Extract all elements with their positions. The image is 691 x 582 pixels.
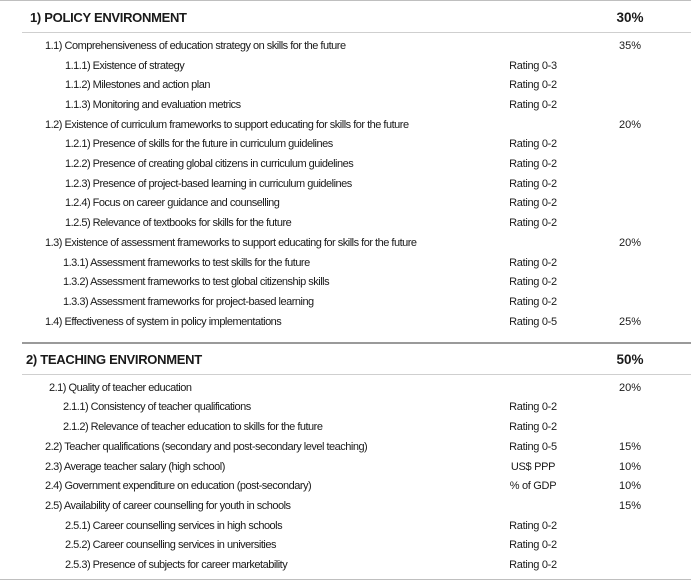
table-row bbox=[0, 233, 691, 253]
table-row bbox=[0, 437, 691, 457]
row-label: 2.5.2) Career counselling services in universities bbox=[65, 539, 276, 551]
row-metric: Rating 0-2 bbox=[509, 559, 557, 571]
table-row bbox=[0, 457, 691, 477]
table-row bbox=[0, 496, 691, 516]
table-row bbox=[0, 95, 691, 115]
table-row bbox=[0, 213, 691, 233]
section-divider bbox=[22, 32, 691, 33]
row-weight: 10% bbox=[618, 461, 642, 473]
row-metric: Rating 0-2 bbox=[509, 539, 557, 551]
row-metric: Rating 0-2 bbox=[509, 257, 557, 269]
table-row bbox=[0, 417, 691, 437]
row-label: 1.2.2) Presence of creating global citizens in curriculum guidelines bbox=[65, 158, 354, 170]
row-metric: Rating 0-2 bbox=[509, 178, 557, 190]
row-label: 1.4) Effectiveness of system in policy implementations bbox=[45, 316, 282, 328]
table-row bbox=[0, 134, 691, 154]
row-metric: US$ PPP bbox=[510, 461, 556, 473]
row-metric: Rating 0-5 bbox=[509, 316, 557, 328]
row-weight: 15% bbox=[618, 500, 642, 512]
table-row bbox=[0, 292, 691, 312]
row-metric: Rating 0-2 bbox=[509, 401, 557, 413]
row-label: 2.4) Government expenditure on education (post-secondary) bbox=[45, 480, 312, 492]
row-label: 1.1.1) Existence of strategy bbox=[65, 60, 185, 72]
row-label: 1.3.1) Assessment frameworks to test skills for the future bbox=[63, 257, 310, 269]
section-header-policy bbox=[0, 6, 691, 30]
row-label: 1.1.3) Monitoring and evaluation metrics bbox=[65, 99, 241, 111]
row-metric: Rating 0-2 bbox=[509, 99, 557, 111]
row-label: 1.1) Comprehensiveness of education strategy on skills for the future bbox=[45, 40, 346, 52]
row-label: 2.2) Teacher qualifications (secondary and post-secondary level teaching) bbox=[45, 441, 368, 453]
top-frame-line bbox=[0, 0, 691, 1]
section-title: 2) TEACHING ENVIRONMENT bbox=[26, 352, 202, 367]
row-metric: Rating 0-2 bbox=[509, 276, 557, 288]
row-label: 1.1.2) Milestones and action plan bbox=[65, 79, 210, 91]
row-label: 1.2.4) Focus on career guidance and counselling bbox=[65, 197, 280, 209]
row-weight: 10% bbox=[618, 480, 642, 492]
row-weight: 20% bbox=[618, 382, 642, 394]
row-label: 2.1.2) Relevance of teacher education to skills for the future bbox=[63, 421, 323, 433]
row-label: 1.2.5) Relevance of textbooks for skills for the future bbox=[65, 217, 292, 229]
table-row bbox=[0, 56, 691, 76]
row-label: 1.2.3) Presence of project-based learning in curriculum guidelines bbox=[65, 178, 352, 190]
row-metric: Rating 0-2 bbox=[509, 158, 557, 170]
row-metric: % of GDP bbox=[509, 480, 557, 492]
row-label: 2.5) Availability of career counselling for youth in schools bbox=[45, 500, 291, 512]
table-row bbox=[0, 75, 691, 95]
row-label: 2.5.1) Career counselling services in high schools bbox=[65, 520, 283, 532]
row-weight: 20% bbox=[618, 119, 642, 131]
table-row bbox=[0, 555, 691, 575]
row-weight: 15% bbox=[618, 441, 642, 453]
table-row bbox=[0, 312, 691, 332]
row-label: 2.5.3) Presence of subjects for career marketability bbox=[65, 559, 288, 571]
table-row bbox=[0, 476, 691, 496]
row-metric: Rating 0-2 bbox=[509, 520, 557, 532]
row-metric: Rating 0-2 bbox=[509, 79, 557, 91]
section-weight: 30% bbox=[616, 10, 644, 25]
bottom-frame-line bbox=[0, 579, 691, 580]
row-label: 1.3) Existence of assessment frameworks to support educating for skills for the future bbox=[45, 237, 417, 249]
section-header-teaching bbox=[0, 348, 691, 372]
row-metric: Rating 0-2 bbox=[509, 138, 557, 150]
section-divider bbox=[22, 374, 691, 375]
row-metric: Rating 0-2 bbox=[509, 421, 557, 433]
row-label: 2.1.1) Consistency of teacher qualifications bbox=[63, 401, 251, 413]
row-metric: Rating 0-2 bbox=[509, 197, 557, 209]
section-divider-thick bbox=[22, 342, 691, 344]
row-weight: 20% bbox=[618, 237, 642, 249]
table-row bbox=[0, 535, 691, 555]
table-row bbox=[0, 378, 691, 398]
table-row bbox=[0, 272, 691, 292]
row-label: 1.3.2) Assessment frameworks to test global citizenship skills bbox=[63, 276, 330, 288]
table-row bbox=[0, 174, 691, 194]
row-metric: Rating 0-3 bbox=[509, 60, 557, 72]
section-weight: 50% bbox=[616, 352, 644, 367]
table-row bbox=[0, 516, 691, 536]
row-metric: Rating 0-2 bbox=[509, 296, 557, 308]
row-metric: Rating 0-2 bbox=[509, 217, 557, 229]
table-row bbox=[0, 193, 691, 213]
row-label: 1.3.3) Assessment frameworks for project-based learning bbox=[63, 296, 314, 308]
row-metric: Rating 0-5 bbox=[509, 441, 557, 453]
table-row bbox=[0, 253, 691, 273]
row-label: 2.1) Quality of teacher education bbox=[49, 382, 192, 394]
table-row bbox=[0, 154, 691, 174]
row-weight: 25% bbox=[618, 316, 642, 328]
row-label: 2.3) Average teacher salary (high school) bbox=[45, 461, 225, 473]
row-label: 1.2.1) Presence of skills for the future in curriculum guidelines bbox=[65, 138, 333, 150]
row-label: 1.2) Existence of curriculum frameworks to support educating for skills for the future bbox=[45, 119, 409, 131]
table-row bbox=[0, 115, 691, 135]
table-row bbox=[0, 36, 691, 56]
section-title: 1) POLICY ENVIRONMENT bbox=[30, 10, 187, 25]
table-row bbox=[0, 397, 691, 417]
row-weight: 35% bbox=[618, 40, 642, 52]
